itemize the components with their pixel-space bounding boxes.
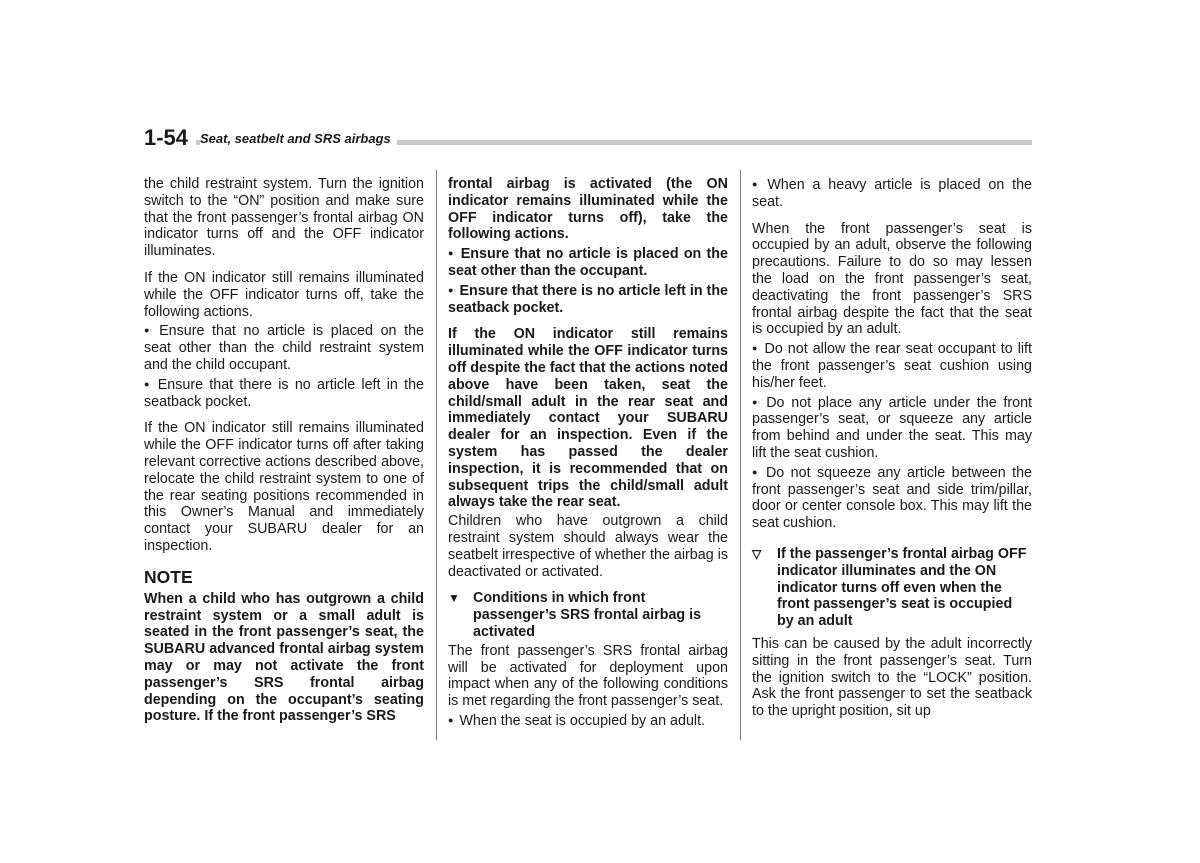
paragraph: When the front passenger’s seat is occupied by an adult, observe the following precautions. Failure to do so may lessen the load on the front passenger’s seat, deactivating the front passenger’s SRS frontal airbag despite the fact that the seat is occupied by an adult. [752, 220, 1032, 338]
bullet-icon: ● [144, 325, 154, 336]
bullet-item [752, 340, 1032, 391]
bullet-text: Do not squeeze any article between the front passenger’s seat and side trim/pillar, door or center console box. This may lift the seat cushion. [752, 464, 1033, 532]
page-header [144, 124, 1032, 152]
bullet-text: When the seat is occupied by an adult. [459, 712, 706, 729]
paragraph: the child restraint system. Turn the ignition switch to the “ON” position and make sure that the front passenger’s frontal airbag ON indicator turns off and the OFF indicator illuminates. [144, 176, 424, 260]
bullet-text: Do not place any article under the front passenger’s seat, or squeeze any article from behind and under the seat. This may lift the seat cushion. [752, 394, 1033, 461]
triangle-down-icon: ▼ [448, 591, 460, 606]
bullet-icon: ● [752, 466, 760, 477]
bullet-icon: ● [448, 248, 455, 259]
bullet-item [448, 282, 728, 317]
page-number: 1-54 [144, 124, 196, 152]
subheading-text: If the passenger’s frontal airbag OFF indicator illuminates and the ON indicator turns off even when the front passenger’s seat is occupied by an adult [777, 545, 1027, 630]
triangle-outline-icon: ▽ [752, 546, 762, 561]
note-heading: NOTE [144, 566, 193, 587]
bullet-icon: ● [448, 284, 454, 295]
section-title: Seat, seatbelt and SRS airbags [200, 131, 397, 147]
bullet-text: Ensure that there is no article left in the seatback pocket. [448, 282, 729, 316]
bullet-item [448, 712, 728, 730]
bullet-icon: ● [144, 378, 152, 389]
paragraph: If the ON indicator still remains illuminated while the OFF indicator turns off after taking relevant corrective actions described above, relocate the child restraint system to one of the rear seating positions recommended in this Owner’s Manual and immediately contact your SUBARU dealer for an inspection. [144, 420, 424, 554]
bullet-text: Ensure that no article is placed on the seat other than the child restraint system and the child occupant. [144, 323, 424, 373]
paragraph: The front passenger’s SRS frontal airbag will be activated for deployment upon impact when any of the following conditions is met regarding the front passenger’s seat. [448, 642, 728, 710]
paragraph: If the ON indicator still remains illuminated while the OFF indicator turns off despite the fact that the actions noted above have been taken, seat the child/small adult in the rear seat and immediately contact your SUBARU dealer for an inspection. Even if the system has passed the dealer inspection, it is recommended that on subsequent trips the child/small adult always take the rear seat. [448, 326, 728, 511]
column-divider [436, 170, 437, 740]
paragraph: frontal airbag is activated (the ON indicator remains illuminated while the OFF indicator turns off), take the following actions. [448, 176, 728, 243]
column-1 [144, 176, 424, 735]
bullet-item [752, 464, 1032, 532]
bullet-icon: ● [752, 343, 759, 354]
bullet-text: Ensure that there is no article left in the seatback pocket. [144, 376, 425, 410]
bullet-item [752, 176, 1032, 211]
subheading-text: Conditions in which front passenger’s SRS frontal airbag is activated [473, 590, 702, 640]
subheading [448, 590, 728, 640]
bullet-icon: ● [752, 179, 762, 189]
bullet-item [752, 394, 1032, 462]
paragraph: Children who have outgrown a child restraint system should always wear the seatbelt irrespective of whether the airbag is deactivated or activated. [448, 513, 728, 580]
bullet-item [448, 245, 728, 280]
bullet-item [144, 376, 424, 411]
column-3 [752, 176, 1032, 730]
paragraph: This can be caused by the adult incorrectly sitting in the front passenger’s seat. Turn the ignition switch to the “LOCK” position. Ask the front passenger to set the seatback to the upright position, sit up [752, 635, 1032, 720]
bullet-item [144, 322, 424, 373]
note-text: When a child who has outgrown a child restraint system or a small adult is seated in the front passenger’s seat, the SUBARU advanced frontal airbag system may or may not activate the front passenger’s SRS frontal airbag depending on the occupant’s seating posture. If the front passenger’s SRS [144, 590, 424, 725]
subheading [752, 546, 1032, 630]
paragraph: If the ON indicator still remains illuminated while the OFF indicator turns off, take the following actions. [144, 269, 424, 320]
bullet-text: When a heavy article is placed on the seat. [752, 177, 1033, 210]
bullet-text: Ensure that no article is placed on the seat other than the occupant. [448, 246, 728, 279]
bullet-text: Do not allow the rear seat occupant to lift the front passenger’s seat cushion using his/her feet. [752, 341, 1033, 391]
column-2 [448, 176, 728, 740]
column-divider [740, 170, 741, 740]
bullet-icon: ● [752, 396, 761, 407]
bullet-icon: ● [448, 714, 454, 725]
